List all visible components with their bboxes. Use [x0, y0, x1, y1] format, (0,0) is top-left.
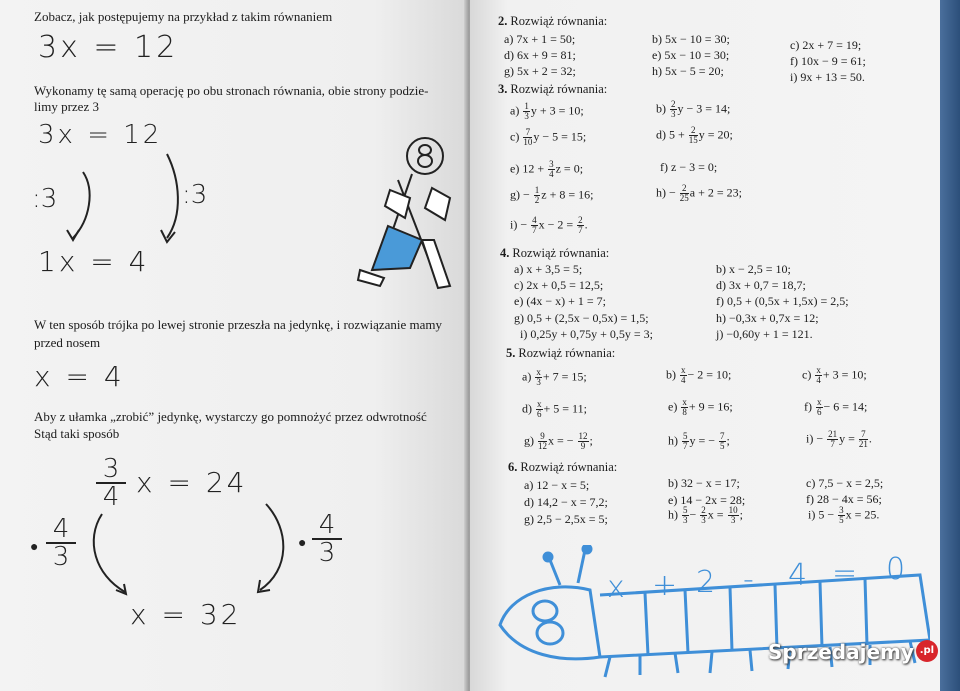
ex6-i: i) 5 − $\frac{3}{5}$ x = 25.	[808, 505, 880, 525]
equation-x-4: x = 4	[34, 360, 125, 393]
ex6-d: d) 14,2 − x = 7,2;	[524, 495, 608, 509]
right-page	[470, 0, 940, 691]
cat-sym-4: 4	[788, 558, 808, 593]
equation-bottom: 1x = 4	[38, 245, 150, 278]
ex6-f: f) 28 − 4x = 56;	[806, 492, 882, 506]
ex4-d: d) 3x + 0,7 = 18,7;	[716, 278, 806, 292]
ex4-c: c) 2x + 0,5 = 12,5;	[514, 278, 604, 292]
ex3-h: h) − $\frac{2}{25}$ a + 2 = 23;	[656, 183, 742, 203]
explain-text-2b: przed nosem	[34, 335, 101, 350]
ex6-c: c) 7,5 − x = 2,5;	[806, 476, 884, 490]
explain-text-1b: limy przez 3	[34, 99, 99, 114]
book-cover-edge	[940, 0, 960, 691]
ex5-d: d) $\frac{x}{6}$ + 5 = 11;	[522, 399, 587, 419]
ex2-c: c) 2x + 7 = 19;	[790, 38, 862, 52]
mult-right-numerator: 4	[318, 510, 336, 540]
ex5-b: b) $\frac{x}{4}$ − 2 = 10;	[666, 365, 732, 385]
ex3-i: i) − $\frac{4}{7}$ x − 2 = $\frac{2}{7}$ .	[510, 215, 588, 235]
ex4-j: j) −0,60y + 1 = 121.	[716, 327, 813, 341]
cat-sym-3: -	[743, 562, 754, 597]
ex4-b: b) x − 2,5 = 10;	[716, 262, 791, 276]
fraction-denominator: 4	[96, 482, 126, 510]
equation-3x-12: 3x = 12	[38, 30, 179, 65]
ex6-e: e) 14 − 2x = 28;	[668, 493, 746, 507]
mult-left-numerator: 4	[52, 514, 70, 544]
cat-sym-6: 0	[886, 552, 906, 587]
explain-text-2: W ten sposób trójka po lewej stronie przeszła na jedynkę, i rozwiązanie mamy	[34, 317, 443, 332]
exercise-6-heading: 6. Rozwiąż równania:	[508, 460, 618, 474]
ex6-b: b) 32 − x = 17;	[668, 476, 740, 490]
arrows-multiply	[80, 500, 320, 610]
cat-sym-1: +	[652, 568, 678, 603]
intro-text: Zobacz, jak postępujemy na przykład z takim równaniem	[34, 9, 333, 24]
fraction-numerator: 3	[102, 454, 120, 484]
ex5-a: a) $\frac{x}{3}$ + 7 = 15;	[522, 367, 587, 387]
ex4-e: e) (4x − x) + 1 = 7;	[514, 294, 606, 308]
ex5-f: f) $\frac{x}{6}$ − 6 = 14;	[804, 397, 868, 417]
ex5-h: h) $\frac{5}{7}$ y = − $\frac{7}{5}$ ;	[668, 431, 730, 451]
ex6-h: h) $\frac{5}{3}$ − $\frac{2}{3}$ x = $\frac{10}{3}$ ;	[668, 505, 743, 525]
ex2-e: e) 5x − 10 = 30;	[652, 48, 730, 62]
ex5-c: c) $\frac{x}{4}$ + 3 = 10;	[802, 365, 867, 385]
explain-text-3b: Stąd taki sposób	[34, 426, 120, 441]
ex2-h: h) 5x − 5 = 20;	[652, 64, 724, 78]
ex4-h: h) −0,3x + 0,7x = 12;	[716, 311, 819, 325]
divide-right: :3	[182, 180, 208, 210]
exercise-3-heading: 3. Rozwiąż równania:	[498, 82, 608, 96]
divide-left: :3	[32, 184, 58, 214]
explain-text-3: Aby z ułamka „zrobić” jedynkę, wystarczy go pomnożyć przez odwrotność	[34, 409, 427, 424]
ex2-g: g) 5x + 2 = 32;	[504, 64, 576, 78]
ex3-e: e) 12 + $\frac{3}{4}$ z = 0;	[510, 159, 584, 179]
ex5-g: g) $\frac{9}{12}$ x = − $\frac{12}{9}$ ;	[524, 431, 593, 451]
ex2-d: d) 6x + 9 = 81;	[504, 48, 576, 62]
ex6-g: g) 2,5 − 2,5x = 5;	[524, 512, 608, 526]
cat-sym-0: x	[607, 570, 625, 605]
ex3-f: f) z − 3 = 0;	[660, 160, 718, 174]
ex2-a: a) 7x + 1 = 50;	[504, 32, 576, 46]
ex3-g: g) − $\frac{1}{2}$ z + 8 = 16;	[510, 185, 594, 205]
ex4-g: g) 0,5 + (2,5x − 0,5x) = 1,5;	[514, 311, 649, 325]
ex4-i: i) 0,25y + 0,75y + 0,5y = 3;	[520, 327, 653, 341]
equation-x-32: x = 32	[130, 598, 242, 631]
exercise-2-heading: 2. Rozwiąż równania:	[498, 14, 608, 28]
equation-top: 3x = 12	[38, 120, 163, 150]
mult-right-denominator: 3	[312, 538, 342, 566]
ex3-d: d) 5 + $\frac{2}{15}$ y = 20;	[656, 125, 733, 145]
explain-text-1: Wykonamy tę samą operację po obu stronach równania, obie strony podzie-	[34, 83, 429, 98]
ex5-e: e) $\frac{x}{8}$ + 9 = 16;	[668, 397, 733, 417]
watermark-logo: Sprzedajemy .pl	[768, 640, 938, 664]
left-page: Zobacz, jak postępujemy na przykład z takim równaniem 3x = 12 Wykonamy tę samą operację po obu stronach równania, obie strony podzie- limy przez 3 3x = 12 :3 :3 1x = 4 W ten sposób trójka po lewej stronie przeszła na jedynkę, i rozwiązanie mamy przed nosem x = 4 Aby z ułamka „zrobić” jedynkę, wystarczy go pomnożyć przez odwrotność Stąd taki sposób $\frac{3}{4}$ x = 24 ● $\frac{4}{3}$ ● $\frac{4}{3}$ x = 32	[0, 0, 468, 691]
mult-left-denominator: 3	[46, 542, 76, 570]
cat-sym-5: =	[832, 556, 858, 591]
exercise-5-heading: 5. Rozwiąż równania:	[506, 346, 616, 360]
ex4-f: f) 0,5 + (0,5x + 1,5x) = 2,5;	[716, 294, 849, 308]
ex3-a: a) $\frac{1}{3}$ y + 3 = 10;	[510, 101, 584, 121]
ex4-a: a) x + 3,5 = 5;	[514, 262, 583, 276]
ex2-i: i) 9x + 13 = 50.	[790, 70, 865, 84]
arrows-divide	[55, 150, 255, 290]
equation-x-24: x = 24	[136, 466, 248, 499]
ex2-b: b) 5x − 10 = 30;	[652, 32, 730, 46]
cat-sym-2: 2	[696, 565, 716, 600]
ex2-f: f) 10x − 9 = 61;	[790, 54, 866, 68]
exercise-4-heading: 4. Rozwiąż równania:	[500, 246, 610, 260]
ex6-a: a) 12 − x = 5;	[524, 478, 590, 492]
ex5-i: i) − $\frac{21}{7}$ y = $\frac{7}{21}$ .	[806, 429, 872, 449]
ex3-c: c) $\frac{7}{10}$ y − 5 = 15;	[510, 127, 587, 147]
cartoon-figure-8	[350, 128, 460, 298]
ex3-b: b) $\frac{2}{3}$ y − 3 = 14;	[656, 99, 731, 119]
